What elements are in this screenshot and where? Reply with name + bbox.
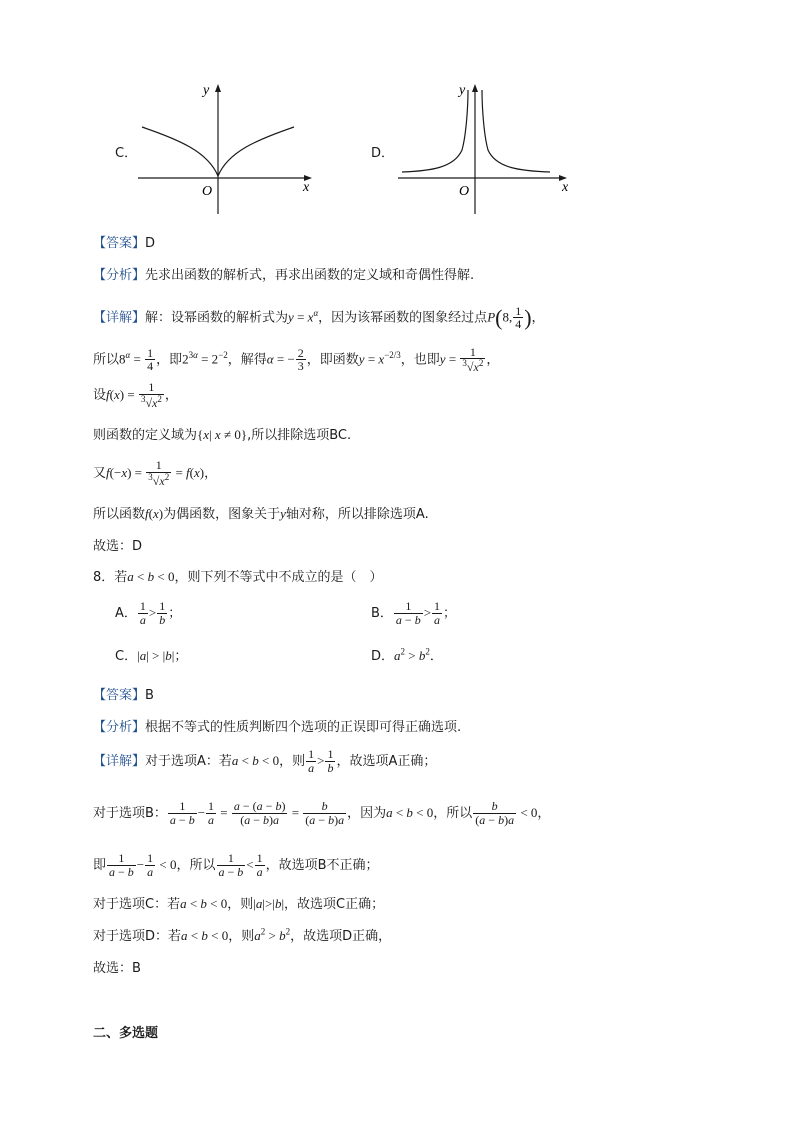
answer-tag: 【答案】 <box>93 688 146 703</box>
q8-detail-a: 【详解】对于选项A：若a < b < 0，则 $\frac{1}{a}$ > $\frac{1}{b}$ ，故选项A正确； <box>93 747 437 775</box>
option-label: C． <box>115 649 138 664</box>
text: 轴对称，所以排除选项A. <box>285 507 429 522</box>
text: ， <box>204 466 218 481</box>
option-label: B． <box>371 606 393 621</box>
text: 对于选项D：若 <box>93 929 182 944</box>
text: 为偶函数，图象关于 <box>163 507 281 522</box>
answer-value: D <box>145 236 156 251</box>
fraction: $\frac{1}{4}$ <box>515 303 522 332</box>
text: ， <box>537 806 551 821</box>
text: 对于选项B： <box>93 806 167 821</box>
text: 解：设幂函数的解析式为 <box>145 310 289 326</box>
x-axis-label: x <box>562 180 569 195</box>
text: ，故选项D正确， <box>290 929 392 944</box>
text: ，故选项A正确； <box>336 754 437 769</box>
answer-tag: 【答案】 <box>93 236 146 251</box>
text: ，即 <box>156 352 183 368</box>
text: 则函数的定义域为 <box>93 428 198 443</box>
x-axis-label: x <box>303 180 310 195</box>
q7-detail-line2: 所以$8^\alpha$ = $\frac{1}{4}$ ，即$2^{3\alpha} = 2^{-2}$，解得α = − $\frac{2}{3}$ ，即函数$y = x^{-2/3}$，也即y = $\frac{1}{^3√x^2}$ ， <box>93 344 500 375</box>
q8-option-b: B． $\frac{1}{a - b}$ > $\frac{1}{a}$ ； <box>371 599 457 627</box>
q8-analysis-line <box>93 716 461 735</box>
analysis-text: 先求出函数的解析式，再求出函数的定义域和奇偶性得解. <box>145 268 475 283</box>
text: 设 <box>93 388 107 403</box>
q8-option-d: D．$a^2 > b^2$． <box>371 646 443 664</box>
text: ，因为 <box>347 806 387 821</box>
q8-answer-line <box>93 684 154 703</box>
text: ， <box>486 352 500 368</box>
text: 对于选项C：若 <box>93 897 181 912</box>
point: P <box>487 309 496 325</box>
q8-option-a: A． $\frac{1}{a}$ > $\frac{1}{b}$ ； <box>115 599 182 627</box>
detail-tag: 【详解】 <box>93 754 146 769</box>
text: ， <box>531 310 545 326</box>
text: 对于选项A：若 <box>145 754 232 769</box>
q8-conclusion: 故选：B <box>93 961 141 976</box>
q8-detail-b2: 即 $\frac{1}{a - b}$ − $\frac{1}{a}$ < 0，所以 $\frac{1}{a - b}$ < $\frac{1}{a}$ ，故选项B不正确； <box>93 851 379 879</box>
option-label: D． <box>371 649 395 664</box>
option-label: A． <box>115 606 137 621</box>
curve-d-left <box>402 90 468 172</box>
q8-detail-b: 对于选项B： $\frac{1}{a - b}$ − $\frac{1}{a}$ = $\frac{a - (a - b)}{(a - b)a}$ = $\frac{b}{(a - b)a}$ ，因为a < b < 0，所以 $\frac{b}{(a - b)a}$ < 0， <box>93 799 551 827</box>
option-c-graph <box>130 78 320 218</box>
origin-label: O <box>459 184 470 199</box>
q8-detail-d: 对于选项D：若a < b < 0，则$a^2 > b^2$，故选项D正确， <box>93 926 392 944</box>
q7-detail-line5: 又f(−x) = $\frac{1}{^3√x^2}$ = f(x)， <box>93 458 218 488</box>
text: ，即函数 <box>306 352 359 368</box>
curve-d-right <box>482 90 550 172</box>
text: ，则 <box>228 929 255 944</box>
text: 又 <box>93 466 107 481</box>
y-axis-label: y <box>459 83 466 98</box>
analysis-tag: 【分析】 <box>93 720 146 735</box>
q8-option-c: C．|a| > |b|； <box>115 648 188 664</box>
text: 8．若 <box>93 570 128 585</box>
option-d-graph <box>390 78 580 218</box>
q7-detail-line1: 【详解】解：设幂函数的解析式为$y = x^\alpha$，因为该幂函数的图象经过点P(8, $\frac{1}{4}$ )， <box>93 303 545 332</box>
q7-detail-line6: 所以函数f(x)为偶函数，图象关于y轴对称，所以排除选项A. <box>93 506 429 522</box>
text: 即 <box>93 858 107 873</box>
q8-stem: 8．若a < b < 0，则下列不等式中不成立的是（ ） <box>93 569 383 585</box>
text: ，所以 <box>176 858 216 873</box>
text: ,所以排除选项BC. <box>247 428 352 443</box>
text: ，则 <box>227 897 254 912</box>
text: ，也即 <box>400 352 440 368</box>
text: 所以函数 <box>93 507 146 522</box>
text: ，则下列不等式中不成立的是（ ） <box>174 570 383 585</box>
option-d-label: D． <box>371 146 395 161</box>
y-axis-arrow <box>215 84 221 92</box>
text: ，所以 <box>433 806 473 821</box>
q7-analysis-line <box>93 264 474 283</box>
analysis-text: 根据不等式的性质判断四个选项的正误即可得正确选项. <box>145 720 462 735</box>
option-c-label: C． <box>115 146 138 161</box>
q7-detail-line3: 设f(x) = $\frac{1}{^3√x^2}$ ， <box>93 380 178 410</box>
answer-value: B <box>145 688 154 703</box>
y-axis-arrow <box>472 84 478 92</box>
origin-label: O <box>202 184 213 199</box>
q7-detail-line4: 则函数的定义域为{x| x ≠ 0},所以排除选项BC. <box>93 427 352 443</box>
y-axis-label: y <box>203 83 210 98</box>
detail-tag: 【详解】 <box>93 310 146 326</box>
section-heading: 二、多选题 <box>93 1026 159 1041</box>
formula: y <box>288 309 294 325</box>
q8-detail-c: 对于选项C：若a < b < 0，则|a|>|b|，故选项C正确； <box>93 896 385 912</box>
q7-answer-line <box>93 232 155 251</box>
text: ， <box>164 388 178 403</box>
text: ，则 <box>279 754 306 769</box>
text: 所以 <box>93 352 120 368</box>
text: ，故选项C正确； <box>284 897 385 912</box>
analysis-tag: 【分析】 <box>93 268 146 283</box>
q7-conclusion: 故选：D <box>93 539 143 554</box>
text: ，故选项B不正确； <box>265 858 379 873</box>
text: ，因为该幂函数的图象经过点 <box>318 310 488 326</box>
text: ，解得 <box>227 352 267 368</box>
